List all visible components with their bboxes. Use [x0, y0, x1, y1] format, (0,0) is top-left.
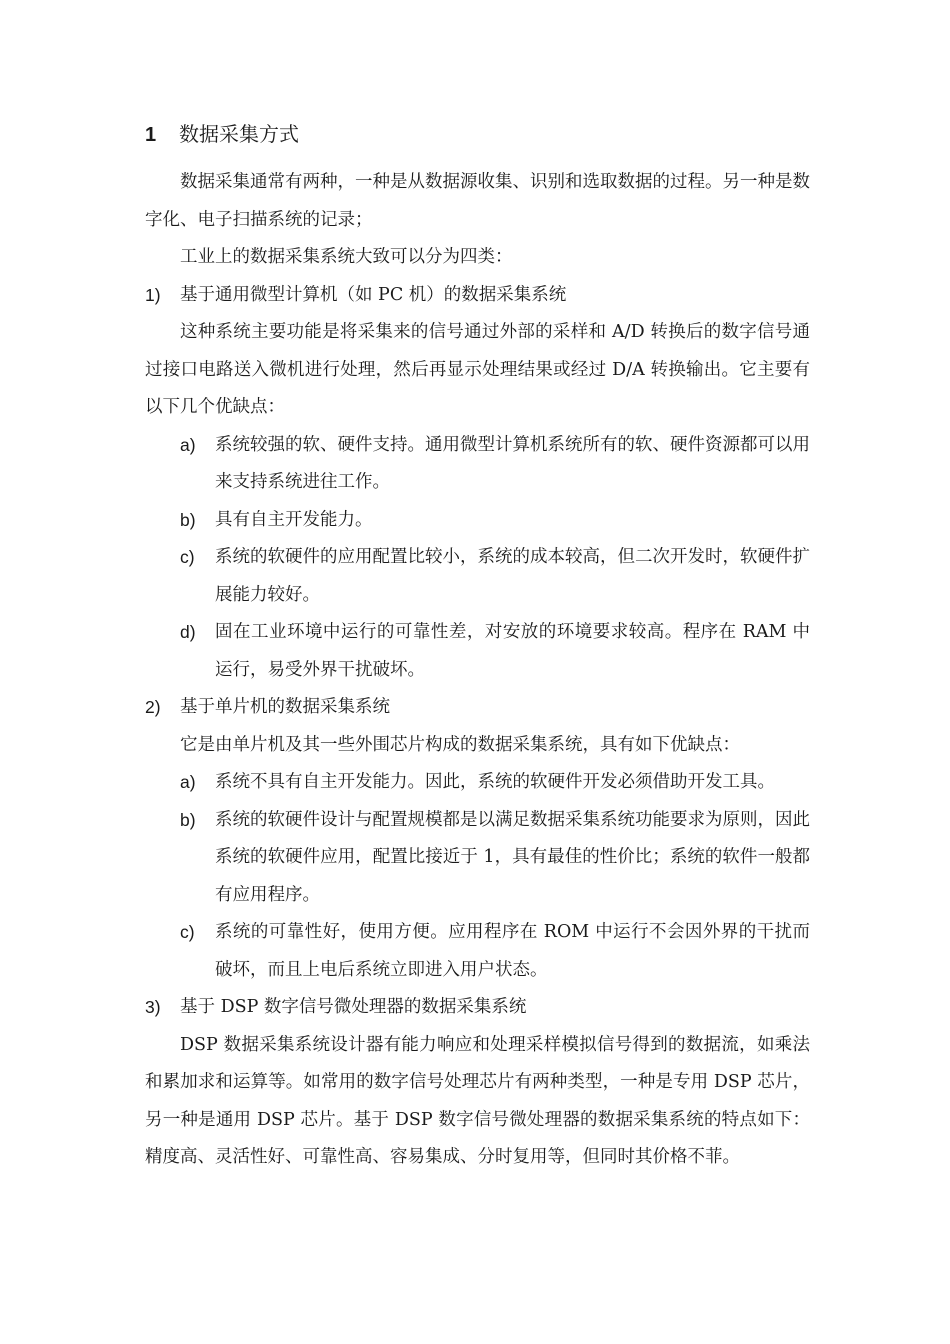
- list-marker: d): [180, 622, 196, 642]
- list-marker: a): [180, 434, 196, 455]
- section-title-text: 基于 DSP 数字信号微处理器的数据采集系统: [180, 997, 527, 1017]
- list-item: [145, 764, 810, 802]
- section-marker: 1): [145, 284, 161, 305]
- list-item-text: 系统的可靠性好，使用方便。应用程序在 ROM 中运行不会因外界的干扰而破坏，而且上电后系统立即进入用户状态。: [215, 922, 810, 980]
- intro-paragraph: 数据采集通常有两种，一种是从数据源收集、识别和选取数据的过程。另一种是数字化、电子扫描系统的记录；: [145, 172, 810, 230]
- section-paragraph: 这种系统主要功能是将采集来的信号通过外部的采样和 A/D 转换后的数字信号通过接口电路送入微机进行处理，然后再显示处理结果或经过 D/A 转换输出。它主要有以下几个优缺点：: [145, 322, 810, 417]
- section-title: [145, 989, 810, 1027]
- list-item: [145, 502, 810, 540]
- list-marker: a): [180, 772, 196, 792]
- list-item: [145, 614, 810, 689]
- intro-paragraph: 工业上的数据采集系统大致可以分为四类：: [180, 247, 513, 267]
- section-marker: 2): [145, 697, 161, 717]
- list-item-text: 系统不具有自主开发能力。因此，系统的软硬件开发必须借助开发工具。: [215, 772, 775, 792]
- section-paragraph: 它是由单片机及其一些外围芯片构成的数据采集系统，具有如下优缺点：: [180, 734, 740, 755]
- list-marker: b): [180, 809, 196, 830]
- document-body: [145, 164, 810, 1177]
- section-heading: [145, 116, 299, 153]
- heading-title: 数据采集方式: [179, 122, 299, 146]
- section-title-text: 基于单片机的数据采集系统: [180, 697, 390, 717]
- list-item-text: 固在工业环境中运行的可靠性差，对安放的环境要求较高。程序在 RAM 中运行，易受外界干扰破坏。: [215, 622, 810, 680]
- list-item-text: 系统较强的软、硬件支持。通用微型计算机系统所有的软、硬件资源都可以用来支持系统进往工作。: [215, 434, 810, 492]
- list-item: [145, 802, 810, 915]
- list-item-text: 具有自主开发能力。: [215, 509, 373, 530]
- list-marker: c): [180, 922, 195, 942]
- list-item: [145, 914, 810, 989]
- list-item-text: 系统的软硬件设计与配置规模都是以满足数据采集系统功能要求为原则，因此系统的软硬件应用，配置比接近于 1，具有最佳的性价比；系统的软件一般都有应用程序。: [215, 809, 810, 905]
- section-title: [145, 277, 810, 315]
- list-marker: c): [180, 547, 195, 567]
- section-marker: 3): [145, 997, 161, 1017]
- section-title-text: 基于通用微型计算机（如 PC 机）的数据采集系统: [180, 284, 567, 305]
- list-item: [145, 539, 810, 614]
- list-item-text: 系统的软硬件的应用配置比较小，系统的成本较高，但二次开发时，软硬件扩展能力较好。: [215, 547, 810, 605]
- list-item: [145, 427, 810, 502]
- section-title: [145, 689, 810, 727]
- list-marker: b): [180, 509, 196, 530]
- section-paragraph: DSP 数据采集系统设计器有能力响应和处理采样模拟信号得到的数据流，如乘法和累加求和运算等。如常用的数字信号处理芯片有两种类型，一种是专用 DSP 芯片，另一种是通用 DSP 芯片。基于 DSP 数字信号微处理器的数据采集系统的特点如下：精度高、灵活性好、可靠性高、容易集成、分时复用等，但同时其价格不菲。: [145, 1034, 810, 1167]
- heading-number: 1: [145, 124, 157, 146]
